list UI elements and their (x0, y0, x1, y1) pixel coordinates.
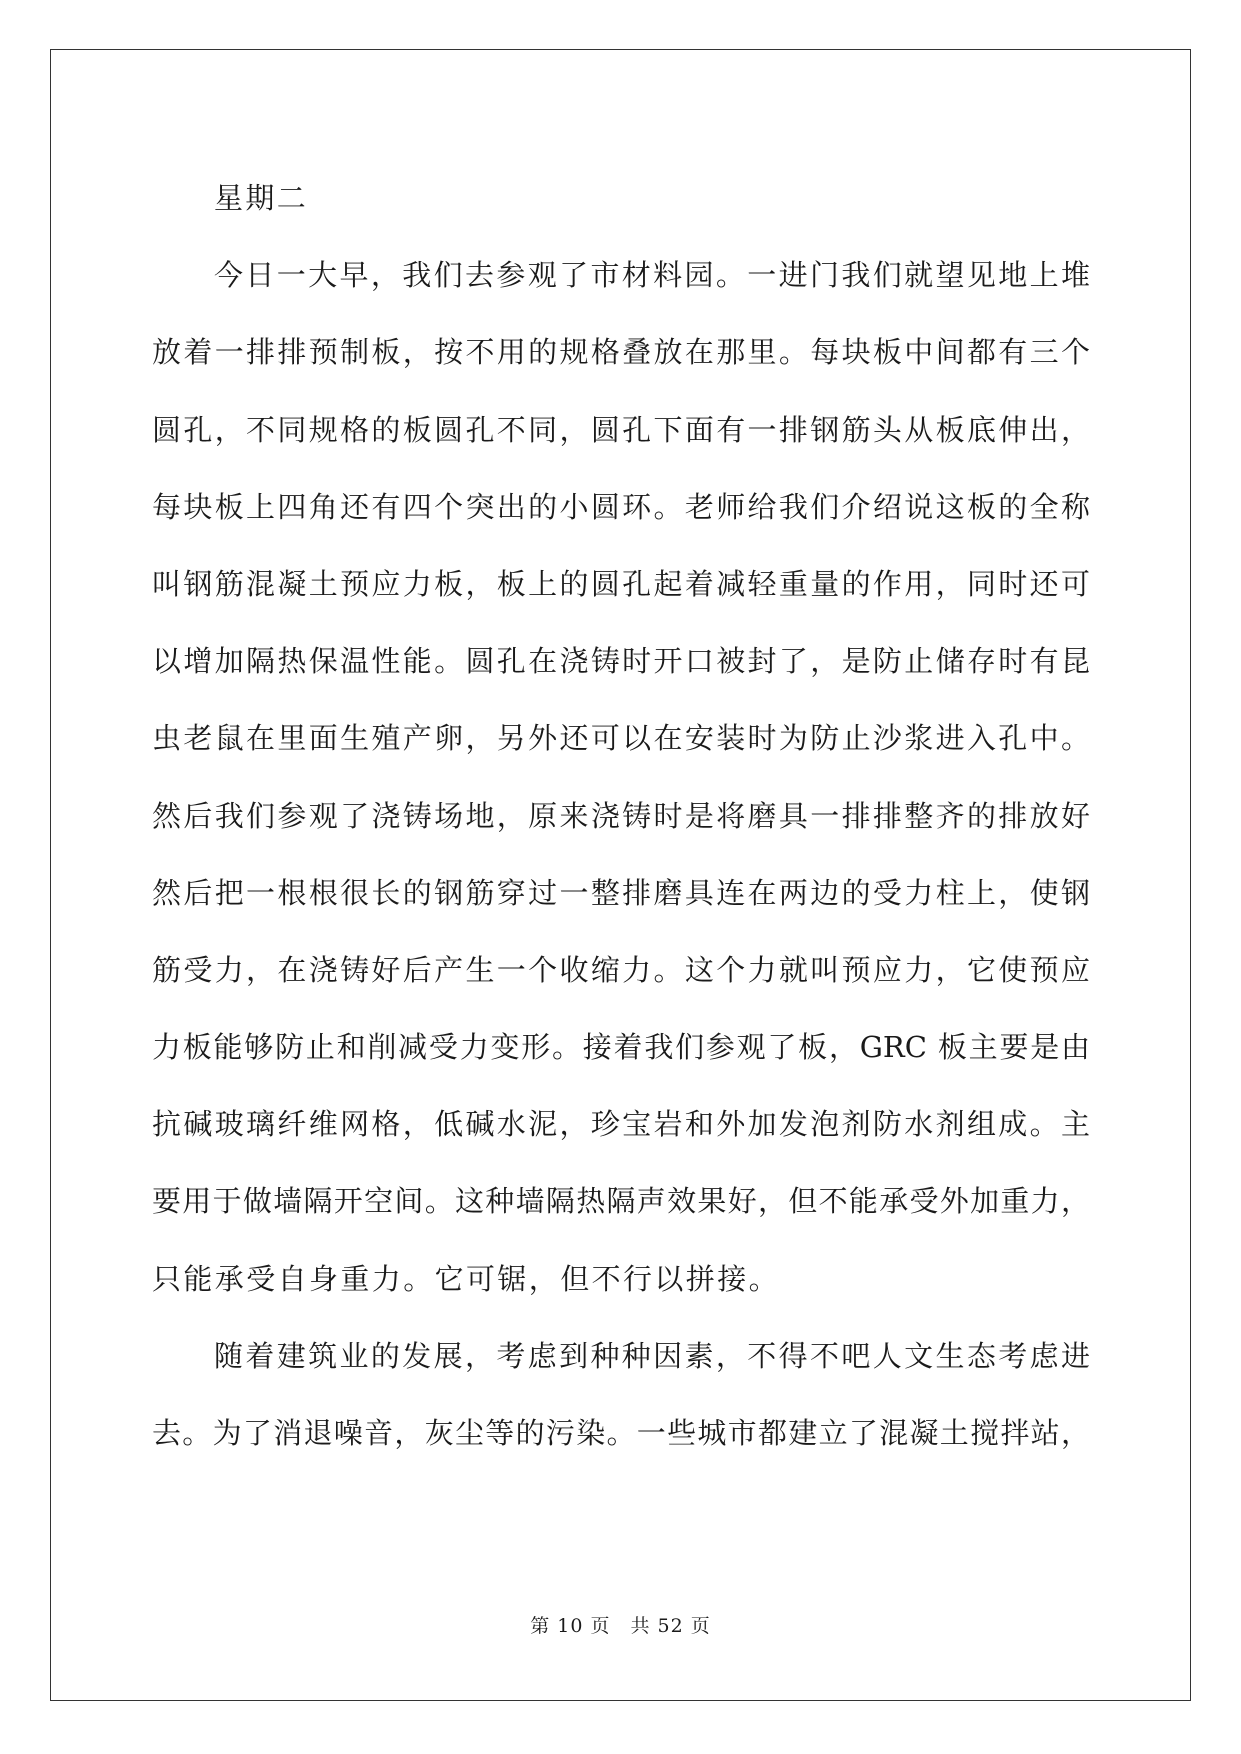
text-line: 筋受力，在浇铸好后产生一个收缩力。这个力就叫预应力，它使预应 (152, 952, 1090, 987)
text-line: 只能承受自身重力。它可锯，但不行以拼接。 (152, 1261, 781, 1296)
text-line: 虫老鼠在里面生殖产卵，另外还可以在安装时为防止沙浆进入孔中。 (152, 721, 1090, 756)
text-line: 随着建筑业的发展，考虑到种种因素，不得不吧人文生态考虑进 (214, 1338, 1090, 1373)
document-body (152, 160, 1090, 1472)
text-line: 然后我们参观了浇铸场地，原来浇铸时是将磨具一排排整齐的排放好 (152, 798, 1090, 833)
text-line: 去。为了消退噪音，灰尘等的污染。一些城市都建立了混凝土搅拌站， (152, 1416, 1090, 1450)
text-line: 放着一排排预制板，按不用的规格叠放在那里。每块板中间都有三个 (152, 335, 1090, 370)
text-line: 抗碱玻璃纤维网格，低碱水泥，珍宝岩和外加发泡剂防水剂组成。主 (152, 1107, 1090, 1142)
text-line: 今日一大早，我们去参观了市材料园。一进门我们就望见地上堆 (214, 258, 1090, 293)
page-number-footer: 第 10 页 共 52 页 (530, 1615, 711, 1637)
text-line: 力板能够防止和削减受力变形。接着我们参观了板，GRC 板主要是由 (152, 1030, 1090, 1065)
text-line: 以增加隔热保温性能。圆孔在浇铸时开口被封了，是防止储存时有昆 (152, 644, 1090, 679)
text-line: 每块板上四角还有四个突出的小圆环。老师给我们介绍说这板的全称 (152, 489, 1090, 524)
text-line: 叫钢筋混凝土预应力板，板上的圆孔起着减轻重量的作用，同时还可 (152, 566, 1090, 601)
text-line: 圆孔，不同规格的板圆孔不同，圆孔下面有一排钢筋头从板底伸出， (152, 412, 1090, 447)
text-line: 星期二 (214, 181, 309, 215)
text-line: 然后把一根根很长的钢筋穿过一整排磨具连在两边的受力柱上，使钢 (152, 875, 1090, 910)
text-line: 要用于做墙隔开空间。这种墙隔热隔声效果好，但不能承受外加重力， (152, 1184, 1090, 1219)
